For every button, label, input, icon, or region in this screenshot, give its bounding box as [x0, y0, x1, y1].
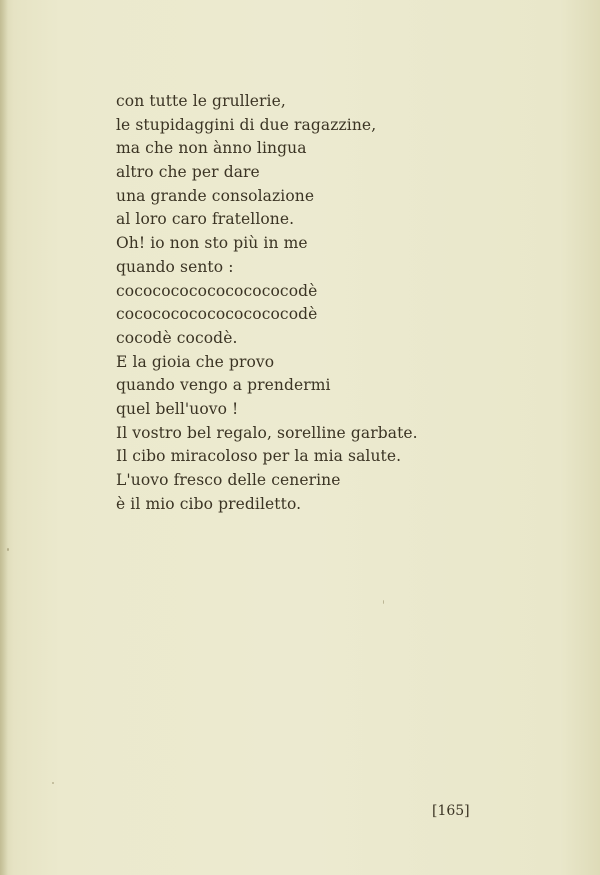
poem-line: quando vengo a prendermi — [116, 376, 331, 395]
page-spine-shadow — [0, 0, 8, 875]
poem-line: quando sento : — [116, 257, 234, 276]
paper-speck — [383, 600, 384, 604]
poem-line: ma che non ànno lingua — [116, 139, 307, 158]
poem-line: Il vostro bel regalo, sorelline garbate. — [116, 423, 418, 442]
poem-line: quel bell'uovo ! — [116, 399, 239, 418]
poem-line: con tutte le grullerie, — [116, 92, 286, 110]
poem-line: Il cibo miracoloso per la mia salute. — [116, 447, 402, 466]
poem-line: al loro caro fratellone. — [116, 210, 295, 229]
paper-speck — [7, 548, 9, 551]
poem-line: cocococococococococodè — [116, 281, 318, 300]
poem-line: è il mio cibo prediletto. — [116, 494, 302, 513]
poem-line: cocodè cocodè. — [116, 328, 238, 347]
poem-line: E la gioia che provo — [116, 352, 275, 371]
page-number: [165] — [432, 803, 470, 819]
poem-text — [116, 90, 418, 516]
poem-line: Oh! io non sto più in me — [116, 234, 308, 253]
poem-line: le stupidaggini di due ragazzine, — [116, 115, 377, 134]
paper-speck — [52, 782, 54, 784]
poem-line: una grande consolazione — [116, 186, 315, 205]
poem-line: altro che per dare — [116, 163, 260, 182]
poem-line: L'uovo fresco delle cenerine — [116, 471, 341, 489]
poem-line: cocococococococococodè — [116, 305, 318, 324]
